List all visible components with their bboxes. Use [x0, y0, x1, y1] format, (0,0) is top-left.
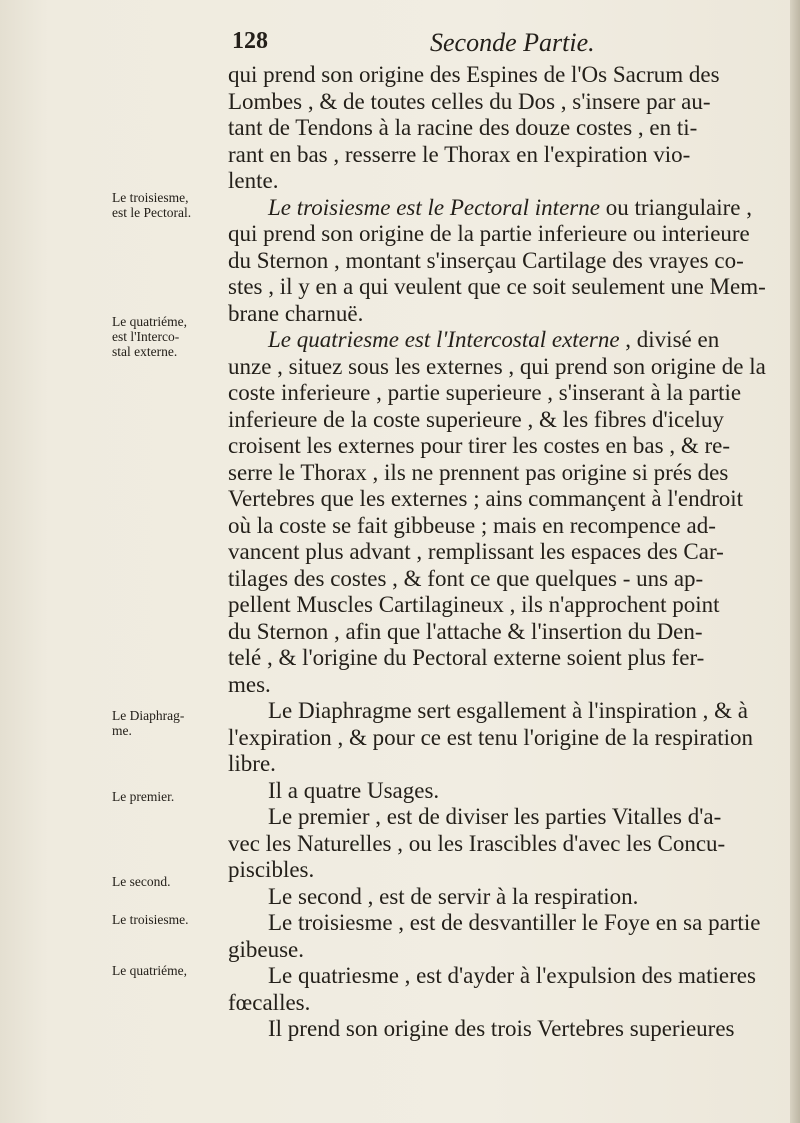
text-line — [228, 592, 793, 619]
text-line — [228, 937, 793, 964]
margin-note-line: Le second. — [112, 874, 171, 889]
text-line — [228, 804, 793, 831]
running-head: Seconde Partie. — [430, 28, 595, 57]
text-line — [228, 62, 793, 89]
margin-note-line: Le troisiesme. — [112, 912, 189, 927]
text-segment: unze , situez sous les externes , qui prend son origine de la — [228, 353, 766, 379]
text-line — [228, 566, 793, 593]
text-segment: où la coste se fait gibbeuse ; mais en recompence ad- — [228, 512, 716, 538]
text-segment: Il a quatre Usages. — [268, 777, 440, 803]
margin-note-line: est l'Interco- — [112, 329, 180, 344]
text-line — [228, 380, 793, 407]
text-line — [228, 115, 793, 142]
text-segment: , divisé en — [619, 327, 720, 352]
text-line — [228, 89, 793, 116]
text-line — [228, 778, 793, 805]
text-line — [228, 963, 793, 990]
text-segment: Le second , est de servir à la respiration. — [268, 883, 639, 909]
text-segment: croisent les externes pour tirer les costes en bas , & re- — [228, 433, 730, 458]
text-segment: libre. — [228, 751, 276, 776]
text-segment: mes. — [228, 671, 271, 697]
text-line — [228, 619, 793, 646]
text-line — [228, 884, 793, 911]
text-line — [228, 513, 793, 540]
text-segment: Le troisiesme , est de desvantiller le Foye en sa partie — [268, 910, 761, 935]
text-segment: stes , il y en a qui veulent que ce soit seulement une Mem- — [228, 274, 766, 299]
text-segment: Lombes , & de toutes celles du Dos , s'insere par au- — [228, 88, 711, 114]
text-segment: inferieure de la coste superieure , & les fibres d'iceluy — [228, 406, 724, 432]
page-header — [232, 28, 792, 62]
margin-note — [112, 314, 230, 359]
margin-note — [112, 963, 230, 978]
margin-note — [112, 708, 230, 738]
page-number: 128 — [232, 28, 268, 54]
page-edge — [790, 0, 800, 1123]
text-line — [228, 301, 793, 328]
text-line — [228, 645, 793, 672]
text-line — [228, 910, 793, 937]
text-line — [228, 274, 793, 301]
text-segment: lente. — [228, 168, 279, 193]
text-line — [228, 433, 793, 460]
text-segment: telé , & l'origine du Pectoral externe soient plus fer- — [228, 645, 705, 670]
text-line — [228, 539, 793, 566]
text-segment: qui prend son origine des Espines de l'Os Sacrum des — [228, 62, 720, 87]
margin-note-line: Le troisiesme, — [112, 190, 189, 205]
margin-note-line: stal externe. — [112, 344, 178, 359]
text-line — [228, 486, 793, 513]
margin-note — [112, 789, 230, 804]
margin-note-line: Le Diaphrag- — [112, 708, 185, 723]
text-segment: l'expiration , & pour ce est tenu l'origine de la respiration — [228, 724, 753, 750]
text-segment: Le quatriesme , est d'ayder à l'expulsion des matieres — [268, 963, 756, 988]
text-segment: serre le Thorax , ils ne prennent pas origine si prés des — [228, 459, 729, 485]
text-line — [228, 248, 793, 275]
margin-note — [112, 912, 230, 927]
margin-note-line: est le Pectoral. — [112, 205, 192, 220]
text-line — [228, 460, 793, 487]
italic-heading: Le quatriesme est l'Intercostal externe — [268, 327, 620, 352]
text-segment: Le Diaphragme sert esgallement à l'inspiration , & à — [268, 698, 748, 723]
margin-note-line: Le quatriéme, — [112, 963, 187, 978]
text-line — [228, 1016, 793, 1043]
text-line — [228, 857, 793, 884]
text-line — [228, 195, 793, 222]
text-segment: du Sternon , montant s'inserçau Cartilage des vrayes co- — [228, 247, 744, 273]
text-segment: coste inferieure , partie superieure , s'inserant à la partie — [228, 380, 742, 405]
text-segment: gibeuse. — [228, 936, 305, 962]
margin-note — [112, 190, 230, 220]
text-segment: qui prend son origine de la partie inferieure ou interieure — [228, 221, 750, 246]
italic-heading: Le troisiesme est le Pectoral interne — [268, 194, 600, 220]
text-line — [228, 407, 793, 434]
text-segment: rant en bas , resserre le Thorax en l'expiration vio- — [228, 141, 691, 167]
text-segment: tant de Tendons à la racine des douze costes , en ti- — [228, 115, 698, 140]
text-line — [228, 354, 793, 381]
text-line — [228, 831, 793, 858]
text-segment: Il prend son origine des trois Vertebres superieures — [268, 1016, 735, 1041]
text-segment: tilages des costes , & font ce que quelques - uns ap- — [228, 565, 704, 591]
text-line — [228, 327, 793, 354]
text-segment: Le premier , est de diviser les parties Vitalles d'a- — [268, 804, 722, 829]
text-segment: fœcalles. — [228, 989, 311, 1015]
text-segment: vec les Naturelles , ou les Irascibles d'avec les Concu- — [228, 830, 726, 856]
text-line — [228, 698, 793, 725]
margin-note-line: me. — [112, 723, 132, 738]
text-segment: pellent Muscles Cartilagineux , ils n'approchent point — [228, 592, 720, 617]
margin-note-line: Le quatriéme, — [112, 314, 187, 329]
text-segment: piscibles. — [228, 857, 315, 882]
text-line — [228, 142, 793, 169]
body-text — [228, 62, 793, 1043]
text-segment: vancent plus advant , remplissant les espaces des Car- — [228, 539, 724, 564]
text-line — [228, 990, 793, 1017]
text-segment: Vertebres que les externes ; ains commançent à l'endroit — [228, 486, 744, 511]
text-segment: du Sternon , afin que l'attache & l'insertion du Den- — [228, 618, 703, 644]
text-line — [228, 221, 793, 248]
text-line — [228, 751, 793, 778]
text-segment: ou triangulaire , — [599, 194, 752, 220]
text-line — [228, 168, 793, 195]
text-line — [228, 725, 793, 752]
text-segment: brane charnuë. — [228, 300, 364, 326]
margin-note — [112, 874, 230, 889]
text-line — [228, 672, 793, 699]
margin-note-line: Le premier. — [112, 789, 175, 804]
